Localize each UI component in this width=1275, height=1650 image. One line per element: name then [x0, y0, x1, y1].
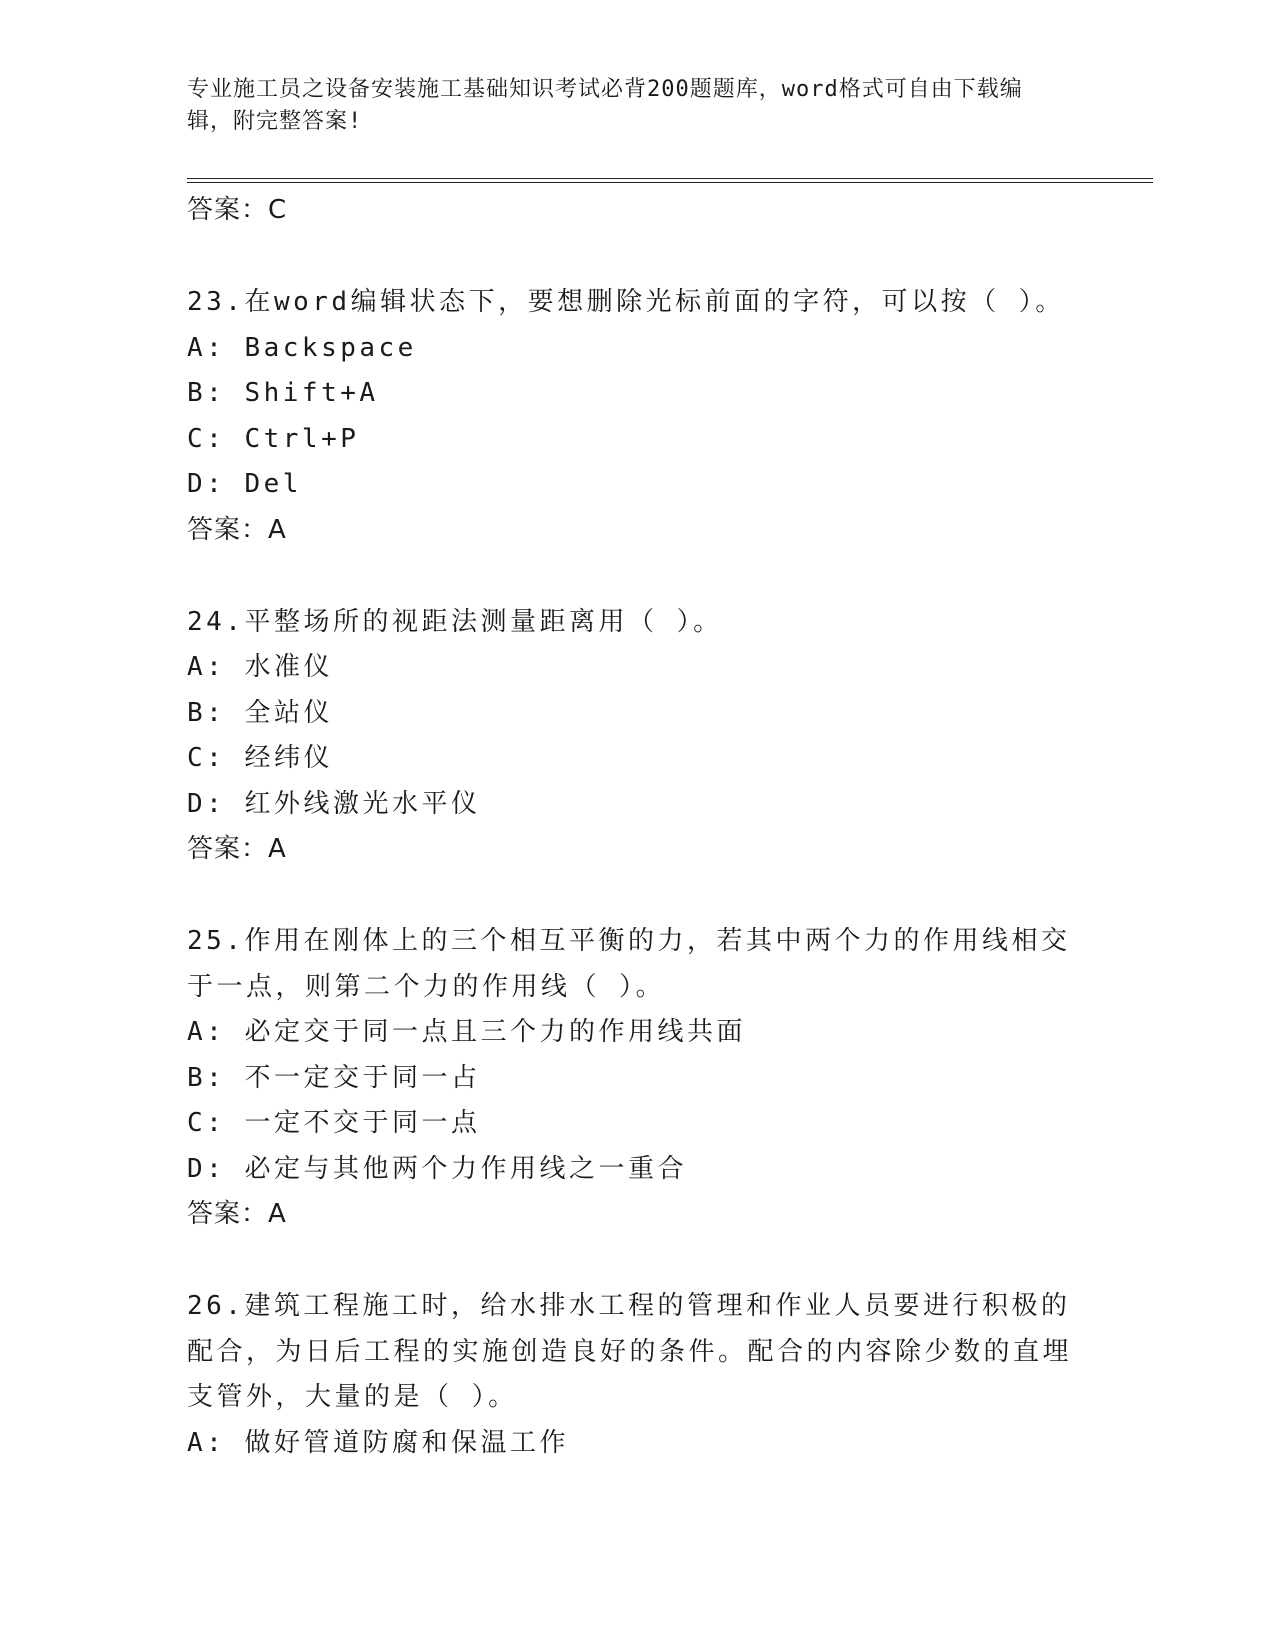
answer-line: 答案：A — [187, 834, 287, 864]
header-divider — [187, 178, 1153, 183]
question-24 — [187, 600, 1087, 873]
option-a: A: 做好管道防腐和保温工作 — [187, 1427, 569, 1458]
option-b: B: 不一定交于同一占 — [187, 1062, 481, 1093]
answer-line: 答案：C — [187, 195, 288, 225]
question-26 — [187, 1284, 1087, 1466]
answer-line: 答案：A — [187, 1199, 287, 1229]
option-d: D: 红外线激光水平仪 — [187, 788, 481, 819]
document-body — [187, 188, 1087, 1466]
page-header: 专业施工员之设备安装施工基础知识考试必背200题题库，word格式可自由下载编辑，附完整答案! — [187, 77, 1023, 134]
option-d: D: Del — [187, 469, 302, 499]
question-text: 23.在word编辑状态下，要想删除光标前面的字符，可以按（ ）。 — [187, 287, 1065, 317]
option-b: B: Shift+A — [187, 378, 379, 408]
option-c: C: 一定不交于同一点 — [187, 1108, 481, 1138]
option-b: B: 全站仪 — [187, 697, 333, 728]
question-23 — [187, 280, 1087, 553]
option-a: A: Backspace — [187, 332, 417, 363]
question-text: 24.平整场所的视距法测量距离用（ ）。 — [187, 606, 723, 637]
answer-line: 答案：A — [187, 514, 287, 545]
option-a: A: 水准仪 — [187, 652, 333, 682]
option-c: C: 经纬仪 — [187, 743, 333, 773]
question-text: 25.作用在刚体上的三个相互平衡的力，若其中两个力的作用线相交于一点，则第二个力的作用线（ ）。 — [187, 926, 1071, 1002]
option-a: A: 必定交于同一点且三个力的作用线共面 — [187, 1017, 746, 1047]
question-text: 26.建筑工程施工时，给水排水工程的管理和作业人员要进行积极的配合，为日后工程的实施创造良好的条件。配合的内容除少数的直埋支管外，大量的是（ ）。 — [187, 1291, 1073, 1412]
option-c: C: Ctrl+P — [187, 423, 360, 454]
option-d: D: 必定与其他两个力作用线之一重合 — [187, 1153, 687, 1184]
question-25 — [187, 919, 1087, 1237]
